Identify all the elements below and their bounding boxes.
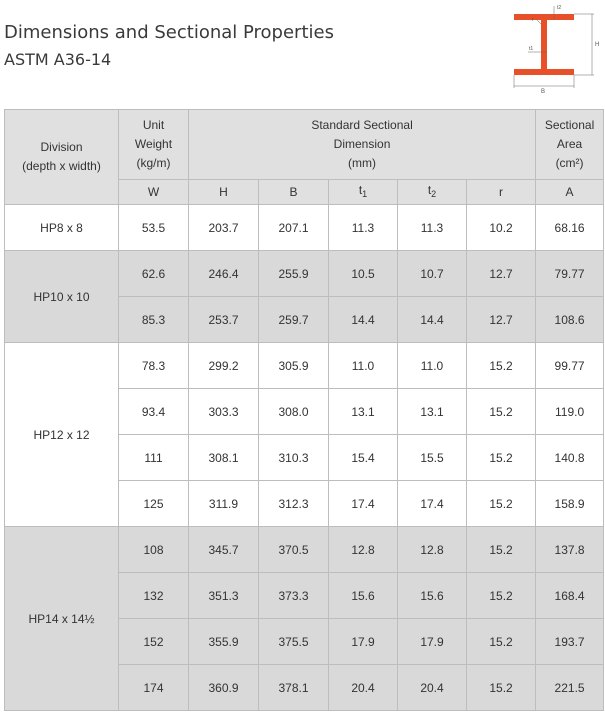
value-cell: 11.0 [398,343,467,389]
value-cell: 168.4 [536,573,604,619]
value-cell: 62.6 [119,251,189,297]
table-row [5,527,604,573]
subheader-h: H [189,180,259,205]
subheader-a: A [536,180,604,205]
subheader-t1: $t_1$ [329,180,398,205]
diagram-label-h: H [595,42,600,48]
division-cell: HP12 x 12 [5,343,119,527]
value-cell: 11.3 [398,205,467,251]
value-cell: 373.3 [259,573,329,619]
sectional-properties-table [4,109,604,711]
division-cell: HP10 x 10 [5,251,119,343]
value-cell: 193.7 [536,619,604,665]
value-cell: 174 [119,665,189,711]
value-cell: 125 [119,481,189,527]
value-cell: 12.8 [398,527,467,573]
value-cell: 99.77 [536,343,604,389]
value-cell: 79.77 [536,251,604,297]
value-cell: 158.9 [536,481,604,527]
value-cell: 259.7 [259,297,329,343]
value-cell: 17.9 [398,619,467,665]
value-cell: 17.9 [329,619,398,665]
value-cell: 132 [119,573,189,619]
value-cell: 85.3 [119,297,189,343]
value-cell: 15.2 [467,389,536,435]
value-cell: 15.2 [467,619,536,665]
value-cell: 15.2 [467,573,536,619]
value-cell: 140.8 [536,435,604,481]
value-cell: 17.4 [329,481,398,527]
value-cell: 14.4 [398,297,467,343]
value-cell: 10.5 [329,251,398,297]
value-cell: 299.2 [189,343,259,389]
value-cell: 312.3 [259,481,329,527]
value-cell: 308.0 [259,389,329,435]
value-cell: 345.7 [189,527,259,573]
header-unit-weight: Unit Weight (kg/m) [119,110,189,180]
value-cell: 20.4 [329,665,398,711]
value-cell: 13.1 [398,389,467,435]
diagram-label-t2: t2 [557,5,562,11]
page-subtitle: ASTM A36-14 [4,50,112,69]
value-cell: 17.4 [398,481,467,527]
division-cell: HP14 x 14½ [5,527,119,711]
value-cell: 221.5 [536,665,604,711]
value-cell: 11.0 [329,343,398,389]
value-cell: 15.4 [329,435,398,481]
value-cell: 355.9 [189,619,259,665]
value-cell: 12.7 [467,297,536,343]
value-cell: 15.6 [329,573,398,619]
subheader-r: r [467,180,536,205]
value-cell: 108.6 [536,297,604,343]
value-cell: 360.9 [189,665,259,711]
value-cell: 375.5 [259,619,329,665]
page-title: Dimensions and Sectional Properties [4,22,334,43]
value-cell: 15.2 [467,527,536,573]
value-cell: 15.6 [398,573,467,619]
value-cell: 12.7 [467,251,536,297]
value-cell: 311.9 [189,481,259,527]
h-beam-diagram [506,2,605,94]
subheader-t2: $t_2$ [398,180,467,205]
value-cell: 310.3 [259,435,329,481]
value-cell: 119.0 [536,389,604,435]
header-division: Division (depth x width) [5,110,119,205]
value-cell: 11.3 [329,205,398,251]
value-cell: 246.4 [189,251,259,297]
value-cell: 15.2 [467,665,536,711]
table-row [5,205,604,251]
value-cell: 15.2 [467,481,536,527]
value-cell: 370.5 [259,527,329,573]
table-row [5,251,604,297]
value-cell: 378.1 [259,665,329,711]
value-cell: 15.2 [467,435,536,481]
value-cell: 308.1 [189,435,259,481]
value-cell: 253.7 [189,297,259,343]
value-cell: 53.5 [119,205,189,251]
value-cell: 203.7 [189,205,259,251]
subheader-w: W [119,180,189,205]
diagram-label-r: r [532,17,534,23]
value-cell: 78.3 [119,343,189,389]
division-cell: HP8 x 8 [5,205,119,251]
subheader-b: B [259,180,329,205]
value-cell: 255.9 [259,251,329,297]
table-row [5,343,604,389]
value-cell: 20.4 [398,665,467,711]
value-cell: 108 [119,527,189,573]
value-cell: 12.8 [329,527,398,573]
header-sectional-area: Sectional Area (cm²) [536,110,604,180]
value-cell: 111 [119,435,189,481]
diagram-label-b: B [541,89,546,94]
value-cell: 15.5 [398,435,467,481]
value-cell: 351.3 [189,573,259,619]
value-cell: 68.16 [536,205,604,251]
diagram-label-t1: t1 [529,46,534,52]
value-cell: 13.1 [329,389,398,435]
header-standard-dimension: Standard Sectional Dimension (mm) [189,110,536,180]
value-cell: 137.8 [536,527,604,573]
h-beam-shape [514,14,574,75]
value-cell: 14.4 [329,297,398,343]
value-cell: 93.4 [119,389,189,435]
value-cell: 305.9 [259,343,329,389]
value-cell: 152 [119,619,189,665]
value-cell: 207.1 [259,205,329,251]
value-cell: 10.7 [398,251,467,297]
value-cell: 303.3 [189,389,259,435]
value-cell: 10.2 [467,205,536,251]
value-cell: 15.2 [467,343,536,389]
